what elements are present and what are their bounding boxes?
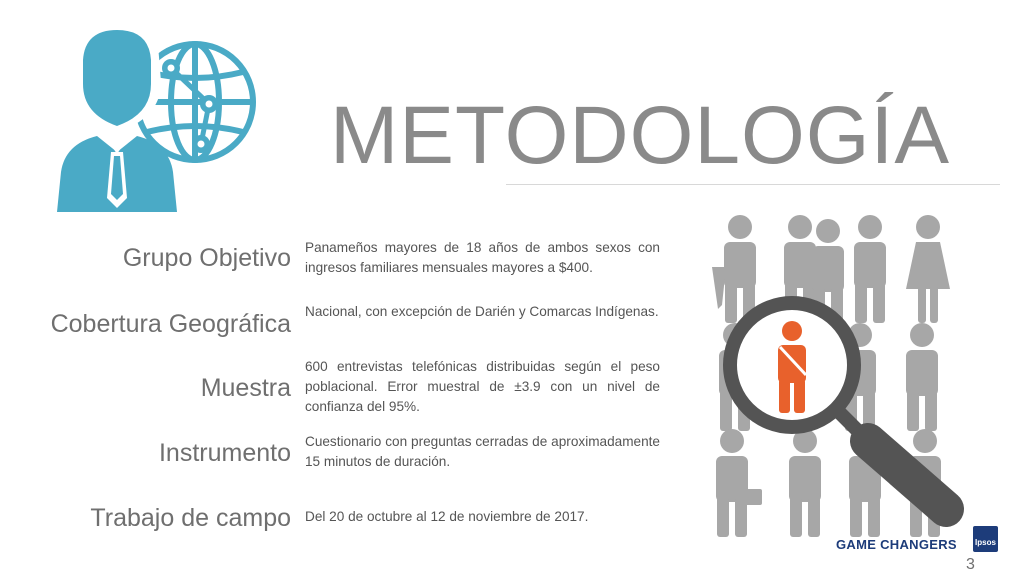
title-divider	[506, 184, 1000, 185]
row-label-cobertura: Cobertura Geográfica	[50, 310, 291, 338]
row-label-muestra: Muestra	[200, 374, 291, 402]
row-label-grupo-objetivo: Grupo Objetivo	[122, 244, 291, 272]
page-title: METODOLOGÍA	[330, 89, 951, 181]
businessman-globe-icon	[55, 22, 260, 217]
row-label-instrumento: Instrumento	[158, 439, 291, 467]
magnifier-crowd-icon	[700, 205, 970, 545]
row-text-cobertura: Nacional, con excepción de Darién y Comarcas Indígenas.	[305, 304, 659, 319]
row-label-trabajo-de-campo: Trabajo de campo	[90, 504, 291, 532]
row-text-muestra: 600 entrevistas telefónicas distribuidas según el peso poblacional. Error muestral de ±3.9 con un nivel de confianza del 95%.	[305, 359, 660, 414]
ipsos-logo: Ipsos	[973, 526, 998, 552]
row-text-instrumento: Cuestionario con preguntas cerradas de aproximadamente 15 minutos de duración.	[305, 434, 660, 469]
page-number: 3	[966, 556, 975, 573]
row-text-trabajo-de-campo: Del 20 de octubre al 12 de noviembre de 2017.	[305, 509, 589, 524]
row-text-grupo-objetivo: Panameños mayores de 18 años de ambos sexos con ingresos familiares mensuales mayores a $400.	[305, 240, 660, 275]
footer-brand-text: GAME CHANGERS	[836, 537, 957, 552]
